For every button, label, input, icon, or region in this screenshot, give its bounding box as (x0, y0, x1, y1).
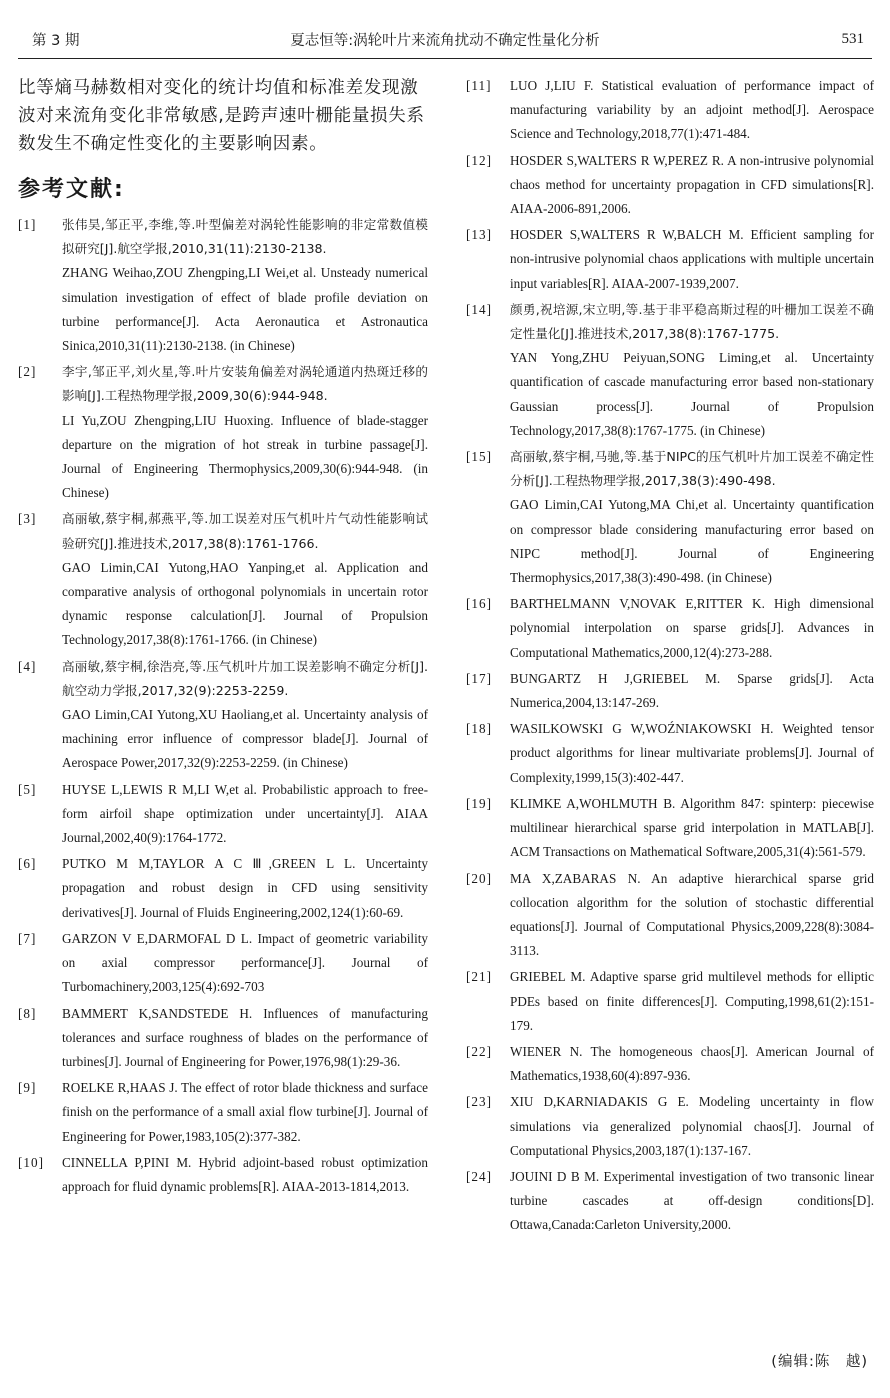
reference-text-english: WIENER N. The homogeneous chaos[J]. American Journal of Mathematics,1938,60(4):897-936. (510, 1043, 874, 1084)
reference-text-english: BARTHELMANN V,NOVAK E,RITTER K. High dimensional polynomial interpolation on sparse grids[J]. Advances in Computational Mathematics,2000,12(4):273-288. (510, 596, 874, 660)
running-title: 夏志恒等:涡轮叶片来流角扰动不确定性量化分析 (290, 33, 600, 49)
reference-number: [21] (466, 969, 492, 985)
reference-item (18, 1151, 428, 1199)
reference-item (466, 149, 874, 222)
reference-text-english: GARZON V E,DARMOFAL D L. Impact of geometric variability on axial compressor performance[J]. Journal of Turbomachinery,2003,125(4):692-703 (62, 930, 428, 995)
reference-number: [4] (18, 658, 37, 674)
reference-item (466, 1165, 874, 1238)
reference-number: [1] (18, 217, 37, 232)
running-header (18, 28, 872, 59)
reference-list-left (18, 213, 428, 1199)
reference-text-english: GAO Limin,CAI Yutong,HAO Yanping,et al. Application and comparative analysis of orthogonal polynomials in uncertain rotor dynamic response calculation[J]. Journal of Propulsion Technology,2017,38(8):1761-1766. (in Chinese) (62, 559, 428, 648)
reference-item (466, 74, 874, 147)
reference-item (466, 867, 874, 964)
reference-item (466, 592, 874, 665)
reference-item (18, 778, 428, 851)
reference-item (466, 298, 874, 443)
reference-item (466, 667, 874, 715)
issue-number: 第 3 期 (32, 33, 80, 49)
reference-number: [10] (18, 1154, 44, 1170)
reference-number: [22] (466, 1043, 492, 1059)
reference-list-right (466, 74, 874, 1238)
reference-number: [17] (466, 670, 492, 686)
editor-note: (编辑:陈 越) (771, 1354, 868, 1370)
reference-text-chinese: 高丽敏,蔡宇桐,徐浩亮,等.压气机叶片加工误差影响不确定分析[J].航空动力学报,2017,32(9):2253-2259. (62, 658, 428, 698)
reference-item (18, 852, 428, 925)
reference-item (466, 1090, 874, 1163)
reference-text-english: PUTKO M M,TAYLOR A C Ⅲ,GREEN L L. Uncertainty propagation and robust design in CFD using sensitivity derivatives[J]. Journal of Fluids Engineering,2002,124(1):60-69. (62, 856, 428, 920)
reference-text-chinese: 张伟昊,邹正平,李维,等.叶型偏差对涡轮性能影响的非定常数值模拟研究[J].航空学报,2010,31(11):2130-2138. (62, 217, 428, 257)
reference-number: [24] (466, 1168, 492, 1184)
reference-text-chinese: 李宇,邹正平,刘火星,等.叶片安装角偏差对涡轮通道内热斑迁移的影响[J].工程热物理学报,2009,30(6):944-948. (62, 364, 428, 404)
reference-text-english: ZHANG Weihao,ZOU Zhengping,LI Wei,et al. Unsteady numerical simulation investigation of effect of blade profile deviation on turbine performance[J]. Acta Aeronautica et Astronautica Sinica,2010,31(11):2130-2138. (in Chinese) (62, 265, 428, 354)
references-heading: 参考文献: (18, 177, 125, 202)
reference-text-english: ROELKE R,HAAS J. The effect of rotor blade thickness and surface finish on the performance of a small axial flow turbine[J]. Journal of Engineering for Power,1983,105(2):377-382. (62, 1080, 428, 1144)
reference-text-english: YAN Yong,ZHU Peiyuan,SONG Liming,et al. Uncertainty quantification of cascade manufacturing error based non-stationary Gaussian process[J]. Journal of Propulsion Technology,2017,38(8):1767-1775. (in Chinese) (510, 350, 874, 438)
reference-number: [7] (18, 930, 37, 946)
reference-item (466, 1040, 874, 1088)
reference-item (18, 507, 428, 652)
reference-text-english: GAO Limin,CAI Yutong,MA Chi,et al. Uncertainty quantification on compressor blade considering manufacturing error based on NIPC method[J]. Journal of Engineering Thermophysics,2017,38(3):490-498. (in Chinese) (510, 497, 874, 586)
reference-text-english: MA X,ZABARAS N. An adaptive hierarchical sparse grid collocation algorithm for the solution of stochastic differential equations[J]. Journal of Computational Physics,2009,228(8):3084-3113. (510, 870, 874, 959)
reference-item (18, 213, 428, 358)
reference-item (466, 445, 874, 590)
reference-text-english: BAMMERT K,SANDSTEDE H. Influences of manufacturing tolerances and surface roughness of blades on the performance of turbines[J]. Journal of Engineering for Power,1976,98(1):29-36. (62, 1005, 428, 1069)
reference-item (18, 360, 428, 505)
reference-item (466, 965, 874, 1038)
reference-item (18, 927, 428, 1000)
reference-text-chinese: 高丽敏,蔡宇桐,马驰,等.基于NIPC的压气机叶片加工误差不确定性分析[J].工程热物理学报,2017,38(3):490-498. (510, 449, 874, 489)
reference-number: [9] (18, 1080, 37, 1096)
right-column (466, 74, 874, 1240)
reference-number: [16] (466, 596, 492, 612)
body-paragraph: 比等熵马赫数相对变化的统计均值和标准差发现激波对来流角变化非常敏感,是跨声速叶栅能量损失系数发生不确定性变化的主要影响因素。 (18, 78, 425, 154)
reference-item (18, 655, 428, 776)
reference-text-english: GRIEBEL M. Adaptive sparse grid multilevel methods for elliptic PDEs based on finite differences[J]. Computing,1998,61(2):151-179. (510, 969, 874, 1033)
reference-text-english: WASILKOWSKI G W,WOŹNIAKOWSKI H. Weighted tensor product algorithms for linear multivariate problems[J]. Journal of Complexity,1999,15(3):402-447. (510, 721, 874, 785)
reference-number: [23] (466, 1094, 492, 1110)
reference-item (466, 223, 874, 296)
reference-item (466, 792, 874, 865)
reference-text-english: HUYSE L,LEWIS R M,LI W,et al. Probabilistic approach to free-form airfoil shape optimization under uncertainty[J]. AIAA Journal,2002,40(9):1764-1772. (62, 781, 428, 846)
reference-text-english: BUNGARTZ H J,GRIEBEL M. Sparse grids[J]. Acta Numerica,2004,13:147-269. (510, 670, 874, 711)
reference-item (466, 717, 874, 790)
reference-number: [13] (466, 227, 492, 243)
reference-text-english: HOSDER S,WALTERS R W,BALCH M. Efficient sampling for non-intrusive polynomial chaos applications with multiple uncertain input variables[R]. AIAA-2007-1939,2007. (510, 227, 874, 291)
reference-text-english: HOSDER S,WALTERS R W,PEREZ R. A non-intrusive polynomial chaos method for uncertainty propagation in CFD simulations[R]. AIAA-2006-891,2006. (510, 152, 874, 217)
reference-item (18, 1002, 428, 1075)
reference-text-english: KLIMKE A,WOHLMUTH B. Algorithm 847: spinterp: piecewise multilinear hierarchical sparse grid interpolation in MATLAB[J]. ACM Transactions on Mathematical Software,2005,31(4):561-579. (510, 795, 874, 860)
reference-number: [15] (466, 449, 492, 465)
reference-text-chinese: 高丽敏,蔡宇桐,郝燕平,等.加工误差对压气机叶片气动性能影响试验研究[J].推进技术,2017,38(8):1761-1766. (62, 511, 428, 551)
reference-item (18, 1076, 428, 1149)
reference-text-chinese: 颜勇,祝培源,宋立明,等.基于非平稳高斯过程的叶栅加工误差不确定性量化[J].推进技术,2017,38(8):1767-1775. (510, 301, 874, 342)
reference-number: [14] (466, 301, 492, 317)
reference-number: [12] (466, 152, 492, 168)
reference-text-english: GAO Limin,CAI Yutong,XU Haoliang,et al. Uncertainty analysis of machining error influence of compressor blade[J]. Journal of Aerospace Power,2017,32(9):2253-2259. (in Chinese) (62, 707, 428, 771)
reference-text-english: CINNELLA P,PINI M. Hybrid adjoint-based robust optimization approach for fluid dynamic problems[R]. AIAA-2013-1814,2013. (62, 1154, 428, 1194)
reference-number: [19] (466, 795, 492, 811)
reference-number: [3] (18, 511, 37, 527)
reference-number: [8] (18, 1005, 37, 1021)
reference-number: [18] (466, 721, 492, 737)
reference-number: [11] (466, 78, 492, 93)
reference-text-english: XIU D,KARNIADAKIS G E. Modeling uncertainty in flow simulations via generalized polynomial chaos[J]. Journal of Computational Physics,2003,187(1):137-167. (510, 1094, 874, 1158)
reference-number: [5] (18, 781, 37, 797)
reference-number: [20] (466, 870, 492, 886)
reference-number: [6] (18, 856, 37, 872)
page-number: 531 (841, 31, 864, 47)
reference-text-english: LI Yu,ZOU Zhengping,LIU Huoxing. Influence of blade-stagger departure on the migration of hot streak in turbine passage[J]. Journal of Engineering Thermophysics,2009,30(6):944-948. (in Chinese) (62, 412, 428, 501)
reference-text-english: JOUINI D B M. Experimental investigation of two transonic linear turbine cascades at off-design conditions[D]. Ottawa,Canada:Carleton University,2000. (510, 1168, 874, 1233)
left-column (18, 74, 428, 1201)
reference-text-english: LUO J,LIU F. Statistical evaluation of performance impact of manufacturing variability by an adjoint method[J]. Aerospace Science and Technology,2018,77(1):471-484. (510, 78, 874, 142)
reference-number: [2] (18, 364, 37, 380)
